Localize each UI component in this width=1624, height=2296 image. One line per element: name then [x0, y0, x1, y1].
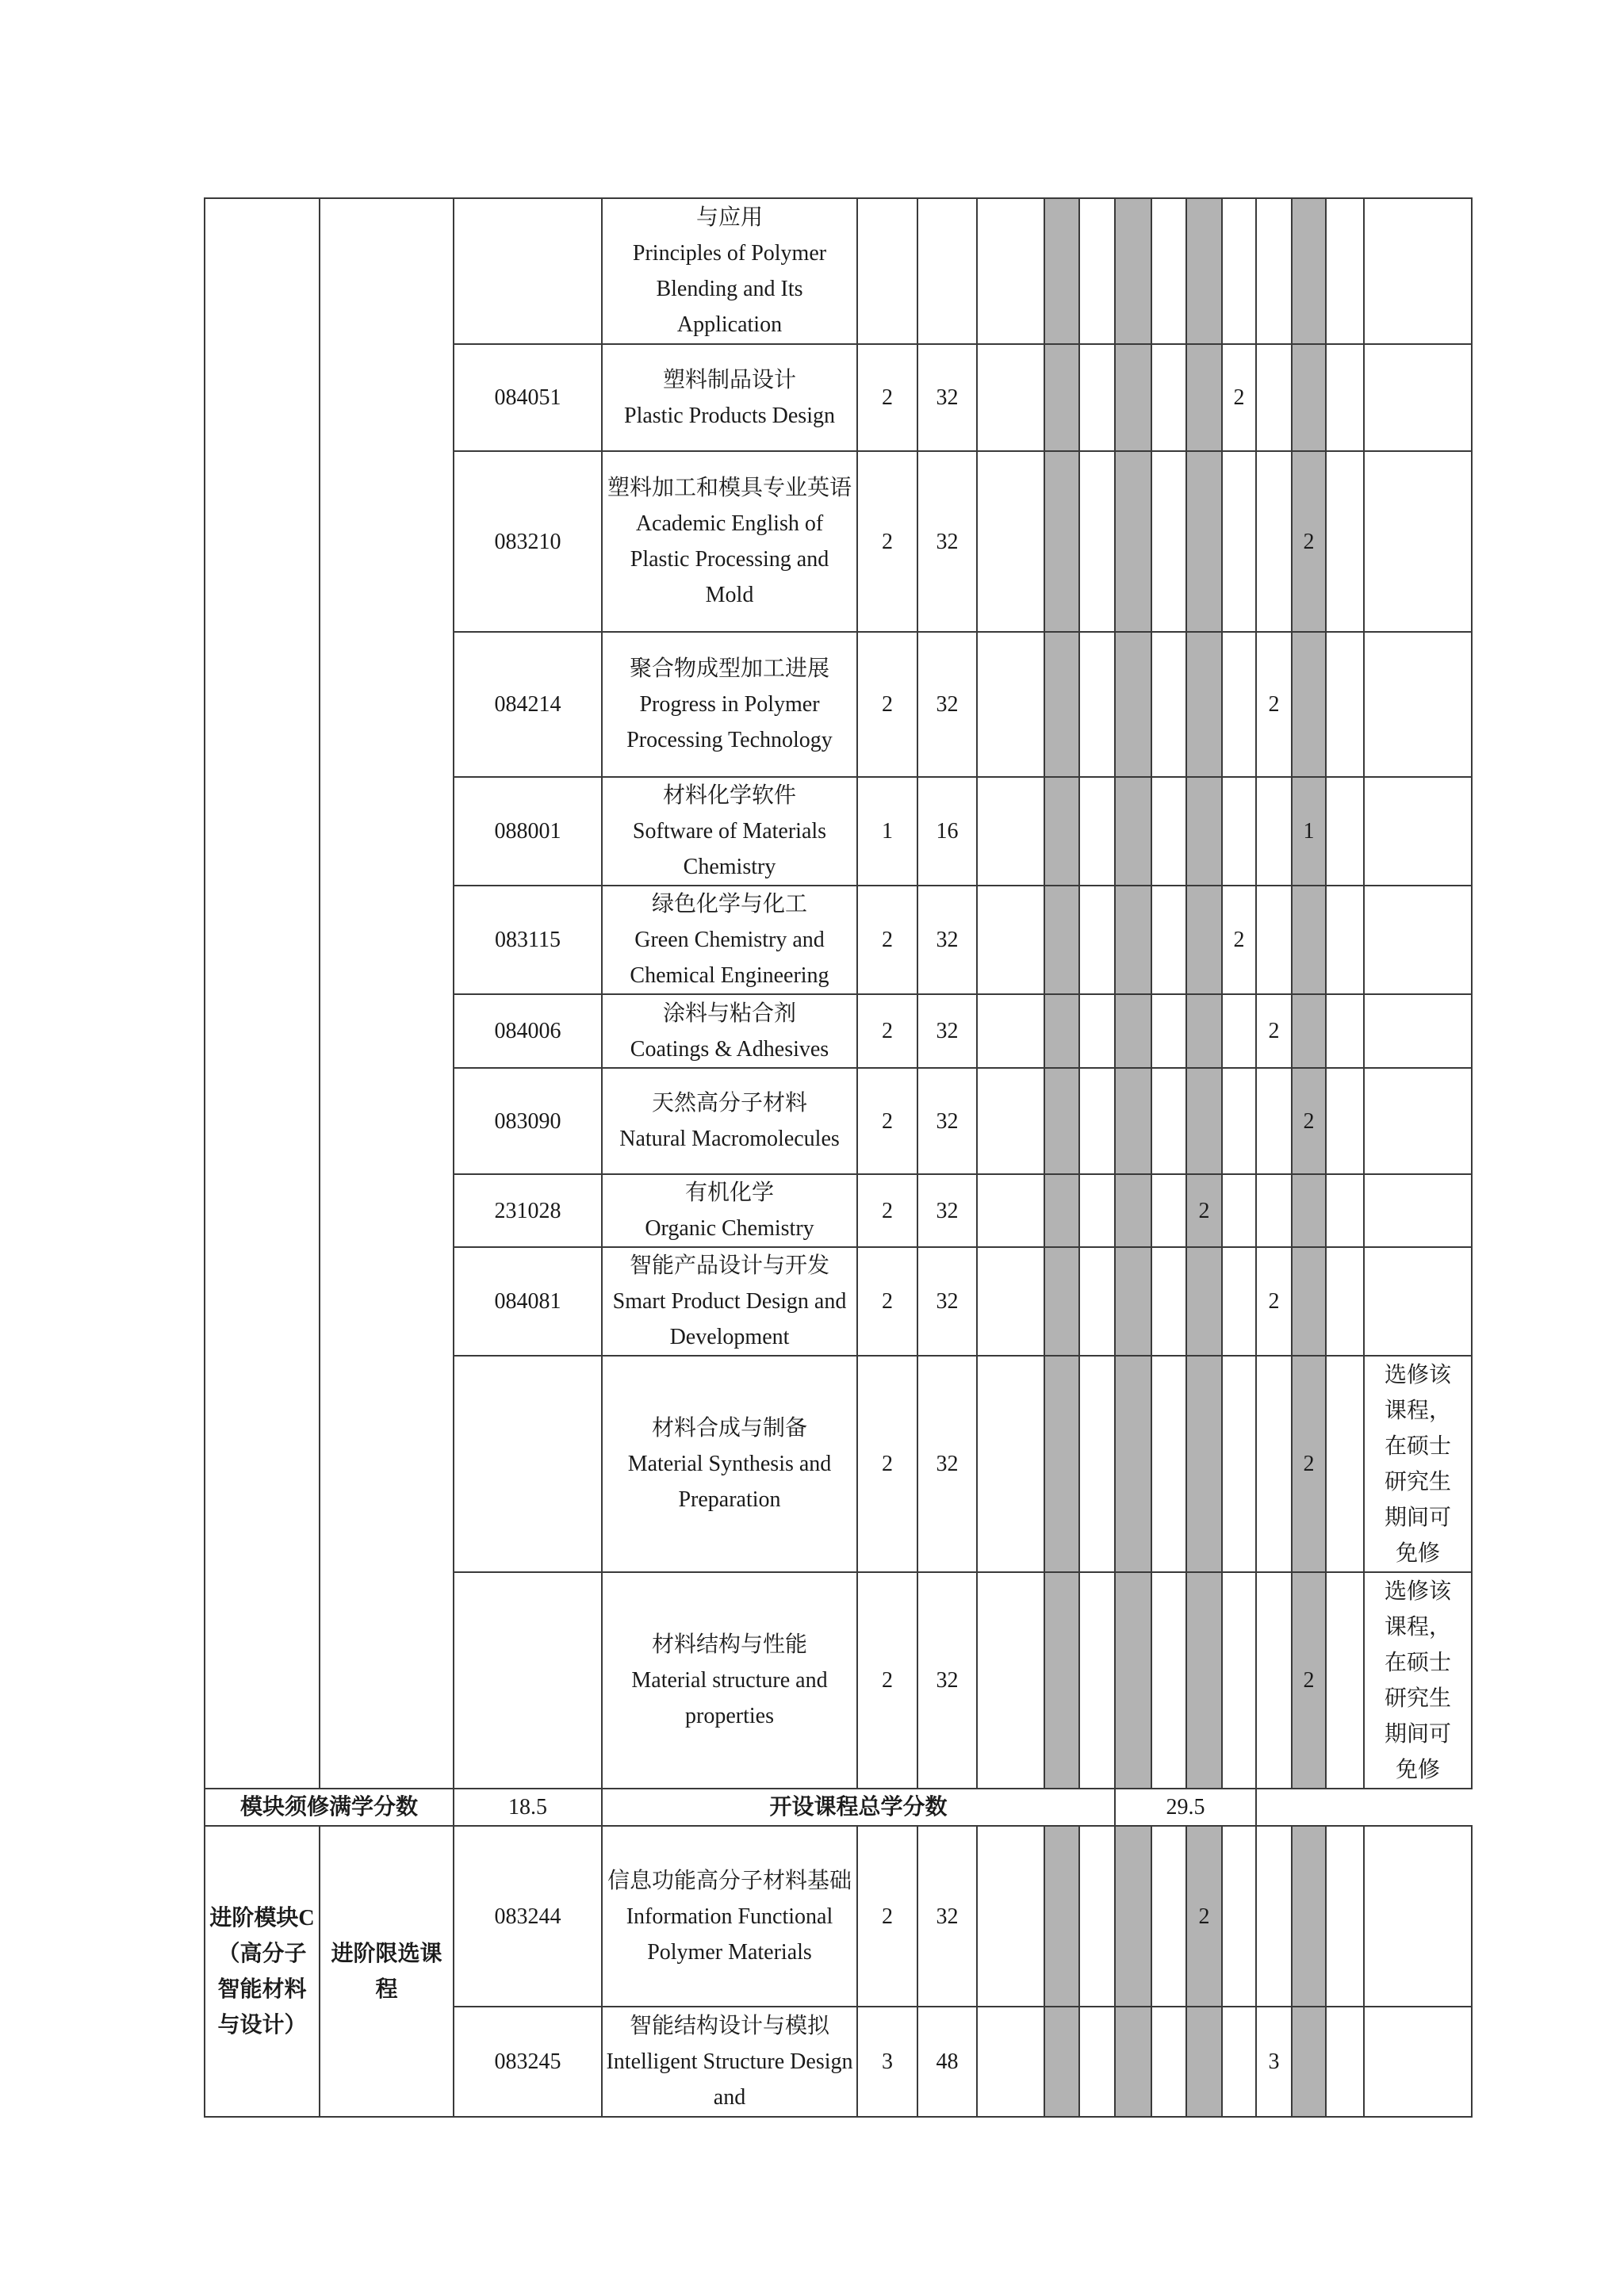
- course-credits: 2: [857, 886, 917, 994]
- course-name-en: Academic English of Plastic Processing and Mold: [630, 511, 829, 607]
- semester-cell: [1079, 2007, 1115, 2117]
- course-credits: 2: [857, 994, 917, 1068]
- semester-cell: [1326, 777, 1364, 886]
- course-code: [454, 1572, 602, 1789]
- semester-cell: [1222, 1826, 1256, 2007]
- semester-cell: [1292, 994, 1326, 1068]
- course-name-en: Material Synthesis and Preparation: [627, 1452, 832, 1512]
- semester-cell: [1186, 344, 1222, 451]
- course-name-cn: 涂料与粘合剂: [662, 1001, 796, 1026]
- module-c-label: 进阶模块C（高分子智能材料与设计）: [205, 1826, 320, 2117]
- semester-cell: [1151, 2007, 1186, 2117]
- semester-cell: [1115, 1174, 1151, 1247]
- course-hours: 32: [917, 1068, 977, 1174]
- module-b-cell: [205, 198, 320, 1789]
- semester-cell: [1079, 1068, 1115, 1174]
- course-credits: 2: [857, 1174, 917, 1247]
- remarks-cell: [1364, 1826, 1472, 2007]
- semester-cell: [1186, 1247, 1222, 1356]
- course-name: [602, 344, 857, 451]
- semester-cell: [1222, 777, 1256, 886]
- semester-cell: [977, 632, 1044, 777]
- course-code: 083244: [454, 1826, 602, 2007]
- semester-cell: [1044, 1572, 1079, 1789]
- course-hours: 32: [917, 1174, 977, 1247]
- semester-cell: [977, 2007, 1044, 2117]
- course-code: 084006: [454, 994, 602, 1068]
- course-code: 084081: [454, 1247, 602, 1356]
- semester-cell: [1044, 994, 1079, 1068]
- semester-cell: [1256, 1826, 1292, 2007]
- semester-cell: [977, 886, 1044, 994]
- semester-cell: [1151, 1068, 1186, 1174]
- semester-cell: [1115, 344, 1151, 451]
- semester-cell: [1222, 994, 1256, 1068]
- semester-cell: [1079, 198, 1115, 344]
- course-name-cn: 绿色化学与化工: [651, 892, 807, 916]
- semester-cell: [1326, 994, 1364, 1068]
- course-credits: 2: [857, 1068, 917, 1174]
- course-hours: 32: [917, 994, 977, 1068]
- semester-cell: [1115, 1247, 1151, 1356]
- required-credits-value: 18.5: [454, 1789, 602, 1826]
- semester-cell: [1222, 1068, 1256, 1174]
- semester-hours: 2: [1222, 344, 1256, 451]
- course-code: 088001: [454, 777, 602, 886]
- semester-cell: [1326, 1356, 1364, 1572]
- semester-cell: [1326, 1068, 1364, 1174]
- semester-cell: [1186, 198, 1222, 344]
- remarks-cell: [1364, 1174, 1472, 1247]
- semester-cell: [977, 198, 1044, 344]
- semester-cell: [1222, 1174, 1256, 1247]
- course-hours: 32: [917, 1247, 977, 1356]
- semester-cell: [1326, 2007, 1364, 2117]
- course-code: 083210: [454, 451, 602, 632]
- course-table: [204, 197, 1473, 2118]
- semester-cell: [1079, 1174, 1115, 1247]
- semester-cell: [977, 344, 1044, 451]
- course-code: 084214: [454, 632, 602, 777]
- semester-cell: [1079, 994, 1115, 1068]
- semester-cell: [1044, 632, 1079, 777]
- semester-cell: [1115, 451, 1151, 632]
- course-name: [602, 1826, 857, 2007]
- course-credits: [857, 198, 917, 344]
- remarks-cell: [1364, 1247, 1472, 1356]
- semester-hours: 2: [1256, 632, 1292, 777]
- semester-hours: 2: [1186, 1826, 1222, 2007]
- course-name: [602, 777, 857, 886]
- semester-cell: [1115, 1572, 1151, 1789]
- semester-hours: 3: [1256, 2007, 1292, 2117]
- semester-cell: [1186, 994, 1222, 1068]
- remarks-note: 选修该课程，在硕士研究生期间可免修: [1364, 1356, 1472, 1572]
- semester-cell: [1186, 451, 1222, 632]
- semester-cell: [1079, 451, 1115, 632]
- semester-cell: [1222, 451, 1256, 632]
- semester-cell: [1326, 1174, 1364, 1247]
- course-name-en: Information Functional Polymer Materials: [626, 1904, 833, 1965]
- semester-cell: [1079, 632, 1115, 777]
- semester-cell: [1292, 344, 1326, 451]
- semester-cell: [1292, 632, 1326, 777]
- module-b-category-cell: [320, 198, 454, 1789]
- semester-cell: [1151, 198, 1186, 344]
- semester-cell: [977, 1247, 1044, 1356]
- semester-cell: [977, 1174, 1044, 1247]
- course-name-en: Smart Product Design and Development: [612, 1289, 847, 1349]
- semester-cell: [1256, 1174, 1292, 1247]
- semester-cell: [1256, 1068, 1292, 1174]
- semester-cell: [1151, 632, 1186, 777]
- semester-cell: [1151, 994, 1186, 1068]
- course-credits: 2: [857, 1356, 917, 1572]
- semester-cell: [1256, 777, 1292, 886]
- semester-cell: [1326, 1572, 1364, 1789]
- semester-cell: [1222, 198, 1256, 344]
- course-credits: 2: [857, 1572, 917, 1789]
- course-credits: 2: [857, 1826, 917, 2007]
- offered-credits-value: 29.5: [1115, 1789, 1256, 1826]
- semester-cell: [1186, 632, 1222, 777]
- course-name: [602, 1572, 857, 1789]
- remarks-note: 选修该课程，在硕士研究生期间可免修: [1364, 1572, 1472, 1789]
- course-credits: 1: [857, 777, 917, 886]
- semester-cell: [1222, 1572, 1256, 1789]
- semester-cell: [1079, 1572, 1115, 1789]
- course-row: [205, 1826, 1472, 2007]
- course-name-cn: 与应用: [695, 205, 763, 230]
- semester-cell: [1326, 886, 1364, 994]
- course-code: 084051: [454, 344, 602, 451]
- semester-cell: [977, 451, 1044, 632]
- course-code: 083115: [454, 886, 602, 994]
- course-hours: 32: [917, 344, 977, 451]
- semester-cell: [1044, 198, 1079, 344]
- course-hours: [917, 198, 977, 344]
- course-name-en: Principles of Polymer Blending and Its Application: [632, 241, 827, 337]
- remarks-cell: [1364, 994, 1472, 1068]
- semester-cell: [1044, 1826, 1079, 2007]
- semester-cell: [1151, 1572, 1186, 1789]
- course-name-cn: 信息功能高分子材料基础: [607, 1868, 852, 1893]
- semester-cell: [977, 777, 1044, 886]
- course-code: [454, 1356, 602, 1572]
- semester-cell: [1079, 777, 1115, 886]
- semester-cell: [1256, 1356, 1292, 1572]
- course-hours: 32: [917, 1356, 977, 1572]
- semester-cell: [1326, 1247, 1364, 1356]
- semester-cell: [1115, 1356, 1151, 1572]
- course-name-cn: 材料合成与制备: [651, 1416, 807, 1441]
- course-hours: 16: [917, 777, 977, 886]
- course-credits: 2: [857, 632, 917, 777]
- course-name: [602, 2007, 857, 2117]
- course-hours: 48: [917, 2007, 977, 2117]
- course-hours: 32: [917, 886, 977, 994]
- semester-cell: [1151, 1247, 1186, 1356]
- semester-hours: 2: [1186, 1174, 1222, 1247]
- course-name-en: Software of Materials Chemistry: [632, 819, 827, 879]
- semester-cell: [1256, 886, 1292, 994]
- course-hours: 32: [917, 1826, 977, 2007]
- semester-hours: 2: [1256, 994, 1292, 1068]
- course-credits: 2: [857, 451, 917, 632]
- course-code: 083245: [454, 2007, 602, 2117]
- semester-cell: [1326, 451, 1364, 632]
- semester-cell: [1326, 632, 1364, 777]
- course-name: [602, 451, 857, 632]
- semester-cell: [1044, 1068, 1079, 1174]
- course-hours: 32: [917, 451, 977, 632]
- semester-cell: [1292, 886, 1326, 994]
- remarks-cell: [1364, 198, 1472, 344]
- semester-cell: [1222, 632, 1256, 777]
- course-name-en: Progress in Polymer Processing Technology: [626, 692, 833, 752]
- course-name-cn: 天然高分子材料: [651, 1091, 807, 1115]
- semester-cell: [1186, 1068, 1222, 1174]
- remarks-cell: [1364, 344, 1472, 451]
- semester-cell: [1292, 198, 1326, 344]
- semester-cell: [1326, 1826, 1364, 2007]
- course-name: [602, 886, 857, 994]
- offered-credits-label: 开设课程总学分数: [602, 1789, 1115, 1826]
- semester-cell: [1151, 1356, 1186, 1572]
- semester-cell: [1044, 1356, 1079, 1572]
- course-name: [602, 1356, 857, 1572]
- semester-hours: 2: [1222, 886, 1256, 994]
- semester-cell: [977, 994, 1044, 1068]
- semester-cell: [1115, 886, 1151, 994]
- course-name-cn: 塑料加工和模具专业英语: [607, 476, 852, 500]
- semester-cell: [1044, 2007, 1079, 2117]
- course-name-en: Material structure and properties: [631, 1668, 828, 1728]
- semester-cell: [1044, 451, 1079, 632]
- course-name-cn: 塑料制品设计: [662, 367, 796, 392]
- course-code: 083090: [454, 1068, 602, 1174]
- semester-cell: [1186, 1356, 1222, 1572]
- semester-cell: [1292, 2007, 1326, 2117]
- semester-cell: [1151, 777, 1186, 886]
- course-row: [205, 198, 1472, 344]
- semester-cell: [1079, 1826, 1115, 2007]
- course-name-en: Coatings & Adhesives: [630, 1036, 829, 1062]
- remarks-cell: [1364, 777, 1472, 886]
- remarks-cell: [1364, 886, 1472, 994]
- course-name: [602, 1068, 857, 1174]
- semester-hours: 2: [1292, 451, 1326, 632]
- course-name-en: Natural Macromolecules: [619, 1127, 840, 1151]
- remarks-cell: [1364, 632, 1472, 777]
- semester-hours: 2: [1256, 1247, 1292, 1356]
- module-summary-row: [205, 1789, 1472, 1826]
- semester-cell: [1115, 632, 1151, 777]
- semester-cell: [1044, 886, 1079, 994]
- course-name: [602, 994, 857, 1068]
- course-hours: 32: [917, 632, 977, 777]
- semester-hours: 2: [1292, 1068, 1326, 1174]
- semester-cell: [977, 1826, 1044, 2007]
- semester-cell: [1292, 1174, 1326, 1247]
- course-name-cn: 聚合物成型加工进展: [629, 656, 829, 681]
- semester-cell: [1292, 1247, 1326, 1356]
- semester-cell: [1115, 994, 1151, 1068]
- semester-cell: [1044, 1247, 1079, 1356]
- course-name: [602, 1247, 857, 1356]
- semester-cell: [1115, 1068, 1151, 1174]
- semester-cell: [1256, 344, 1292, 451]
- semester-cell: [977, 1572, 1044, 1789]
- semester-cell: [1044, 344, 1079, 451]
- semester-cell: [1222, 1247, 1256, 1356]
- course-credits: 2: [857, 1247, 917, 1356]
- course-name-cn: 智能结构设计与模拟: [629, 2014, 829, 2038]
- course-name-cn: 材料化学软件: [662, 783, 796, 808]
- course-name-cn: 材料结构与性能: [651, 1632, 807, 1657]
- course-name: [602, 1174, 857, 1247]
- semester-cell: [1186, 886, 1222, 994]
- remarks-cell: [1364, 1068, 1472, 1174]
- semester-cell: [1079, 1247, 1115, 1356]
- course-name-en: Organic Chemistry: [645, 1216, 814, 1241]
- semester-cell: [1151, 1174, 1186, 1247]
- semester-cell: [1079, 1356, 1115, 1572]
- required-credits-label: 模块须修满学分数: [205, 1789, 454, 1826]
- semester-cell: [1222, 2007, 1256, 2117]
- semester-cell: [1115, 1826, 1151, 2007]
- course-credits: 2: [857, 344, 917, 451]
- semester-cell: [1186, 2007, 1222, 2117]
- semester-cell: [1115, 777, 1151, 886]
- module-c-category: 进阶限选课程: [320, 1826, 454, 2117]
- semester-cell: [1079, 886, 1115, 994]
- course-name: [602, 198, 857, 344]
- semester-cell: [1044, 777, 1079, 886]
- course-name: [602, 632, 857, 777]
- semester-cell: [1292, 1826, 1326, 2007]
- semester-cell: [1044, 1174, 1079, 1247]
- semester-cell: [1186, 1572, 1222, 1789]
- semester-hours: 1: [1292, 777, 1326, 886]
- semester-cell: [977, 1068, 1044, 1174]
- semester-cell: [1151, 451, 1186, 632]
- semester-cell: [1186, 777, 1222, 886]
- semester-cell: [1326, 344, 1364, 451]
- semester-cell: [1256, 198, 1292, 344]
- course-name-en: Green Chemistry and Chemical Engineering: [630, 928, 829, 988]
- semester-cell: [1222, 1356, 1256, 1572]
- course-code: [454, 198, 602, 344]
- course-credits: 3: [857, 2007, 917, 2117]
- semester-hours: 2: [1292, 1356, 1326, 1572]
- semester-cell: [1326, 198, 1364, 344]
- semester-cell: [1151, 886, 1186, 994]
- semester-cell: [1079, 344, 1115, 451]
- course-name-en: Plastic Products Design: [624, 403, 835, 428]
- course-name-en: Intelligent Structure Design and: [606, 2049, 853, 2110]
- semester-cell: [1115, 2007, 1151, 2117]
- semester-hours: 2: [1292, 1572, 1326, 1789]
- remarks-cell: [1364, 2007, 1472, 2117]
- course-hours: 32: [917, 1572, 977, 1789]
- semester-cell: [1256, 1572, 1292, 1789]
- course-code: 231028: [454, 1174, 602, 1247]
- course-name-cn: 智能产品设计与开发: [629, 1253, 829, 1278]
- semester-cell: [1256, 451, 1292, 632]
- semester-cell: [1151, 1826, 1186, 2007]
- semester-cell: [1115, 198, 1151, 344]
- remarks-cell: [1364, 451, 1472, 632]
- semester-cell: [977, 1356, 1044, 1572]
- semester-cell: [1151, 344, 1186, 451]
- course-name-cn: 有机化学: [684, 1181, 774, 1205]
